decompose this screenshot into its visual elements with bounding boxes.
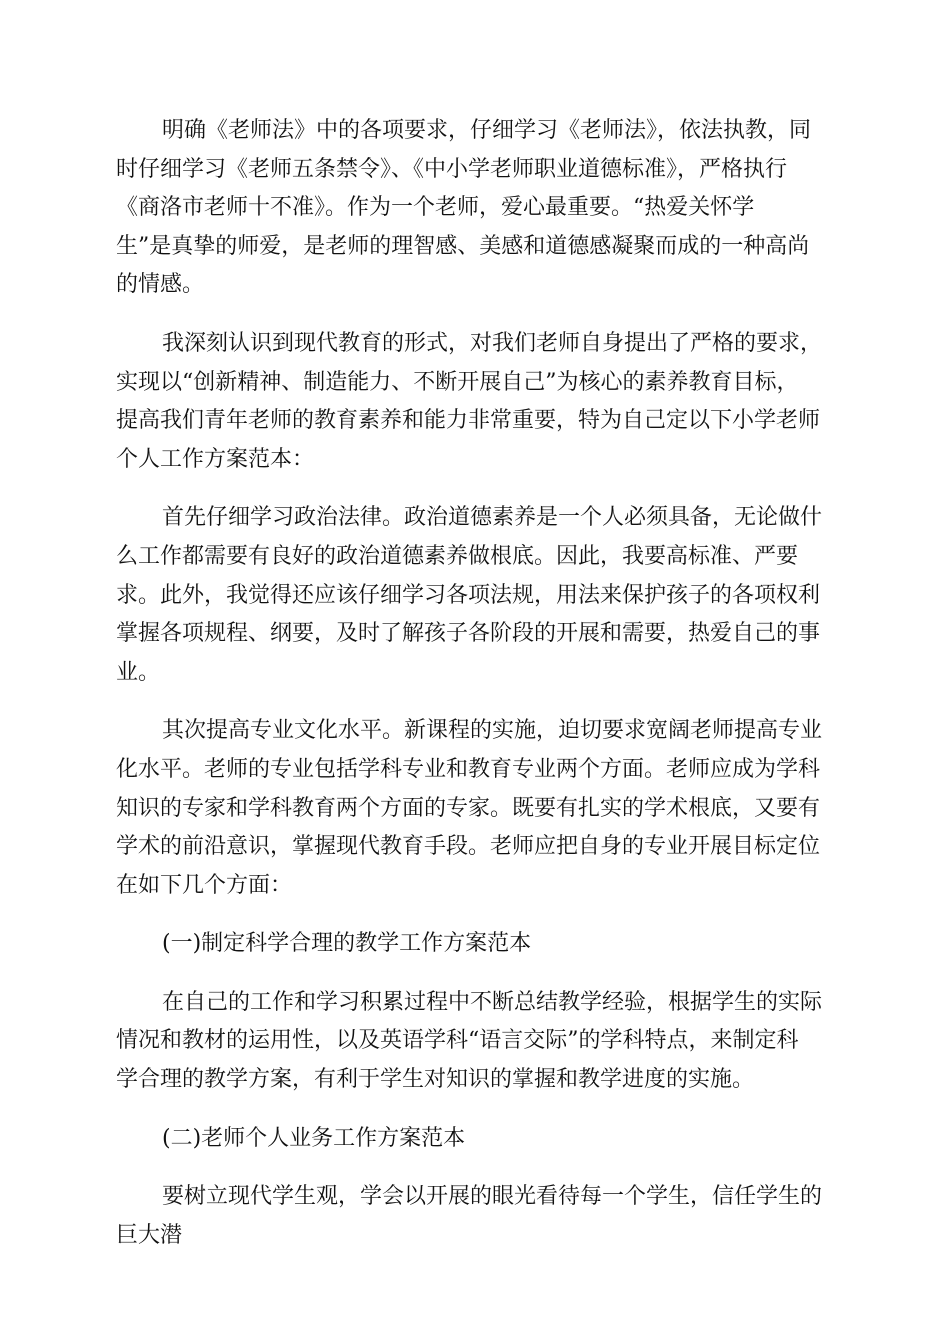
text-line: 知识的专家和学科教育两个方面的专家。既要有扎实的学术根底，又要有 — [116, 795, 821, 821]
text-line: 巨大潜 — [116, 1222, 183, 1248]
text-line: 个人工作方案范本： — [116, 446, 315, 472]
text-line: 学合理的教学方案，有利于学生对知识的掌握和教学进度的实施。 — [116, 1067, 755, 1093]
section-heading-2: (二)老师个人业务工作方案范本 — [162, 1125, 466, 1151]
paragraph-modern-education — [116, 325, 834, 479]
text-line: 业。 — [116, 659, 161, 685]
text-line: 掌握各项规程、纲要，及时了解孩子各阶段的开展和需要，热爱自己的事 — [116, 621, 821, 647]
paragraph-teaching-plan — [116, 984, 834, 1100]
text-line: 提高我们青年老师的教育素养和能力非常重要，特为自己定以下小学老师 — [116, 408, 821, 434]
text-line: 生”是真挚的师爱，是老师的理智感、美感和道德感凝聚而成的一种高尚 — [116, 233, 810, 259]
text-line: 我深刻认识到现代教育的形式，对我们老师自身提出了严格的要求， — [162, 330, 823, 356]
text-line: 在自己的工作和学习积累过程中不断总结教学经验，根据学生的实际 — [162, 989, 823, 1015]
text-line: 要树立现代学生观，学会以开展的眼光看待每一个学生，信任学生的 — [162, 1184, 823, 1210]
paragraph-political-law — [116, 499, 834, 692]
text-line: 学术的前沿意识，掌握现代教育手段。老师应把自身的专业开展目标定位 — [116, 834, 821, 860]
paragraph-student-view — [116, 1178, 834, 1255]
text-line: 么工作都需要有良好的政治道德素养做根底。因此，我要高标准、严要 — [116, 543, 799, 569]
text-line: 化水平。老师的专业包括学科专业和教育专业两个方面。老师应成为学科 — [116, 756, 821, 782]
text-line: 时仔细学习《老师五条禁令》、《中小学老师职业道德标准》，严格执行 — [116, 156, 788, 182]
text-line: 的情感。 — [116, 272, 205, 298]
section-heading-1: (一)制定科学合理的教学工作方案范本 — [162, 931, 532, 957]
document-body — [116, 112, 834, 1255]
text-line: 首先仔细学习政治法律。政治道德素养是一个人必须具备，无论做什 — [162, 505, 823, 531]
text-line: 《商洛市老师十不准》。作为一个老师，爱心最重要。“热爱关怀学 — [116, 195, 755, 221]
text-line: 在如下几个方面： — [116, 872, 293, 898]
text-line: 明确《老师法》中的各项要求，仔细学习《老师法》，依法执教，同 — [162, 118, 812, 143]
text-line: 情况和教材的运用性，以及英语学科“语言交际”的学科特点，来制定科 — [116, 1028, 799, 1054]
text-line: 其次提高专业文化水平。新课程的实施，迫切要求宽阔老师提高专业 — [162, 718, 823, 744]
paragraph-teacher-law — [116, 112, 834, 305]
text-line: 求。此外，我觉得还应该仔细学习各项法规，用法来保护孩子的各项权利 — [116, 582, 821, 608]
text-line: 实现以“创新精神、制造能力、不断开展自己”为核心的素养教育目标， — [116, 369, 799, 395]
paragraph-professional-level — [116, 712, 834, 905]
